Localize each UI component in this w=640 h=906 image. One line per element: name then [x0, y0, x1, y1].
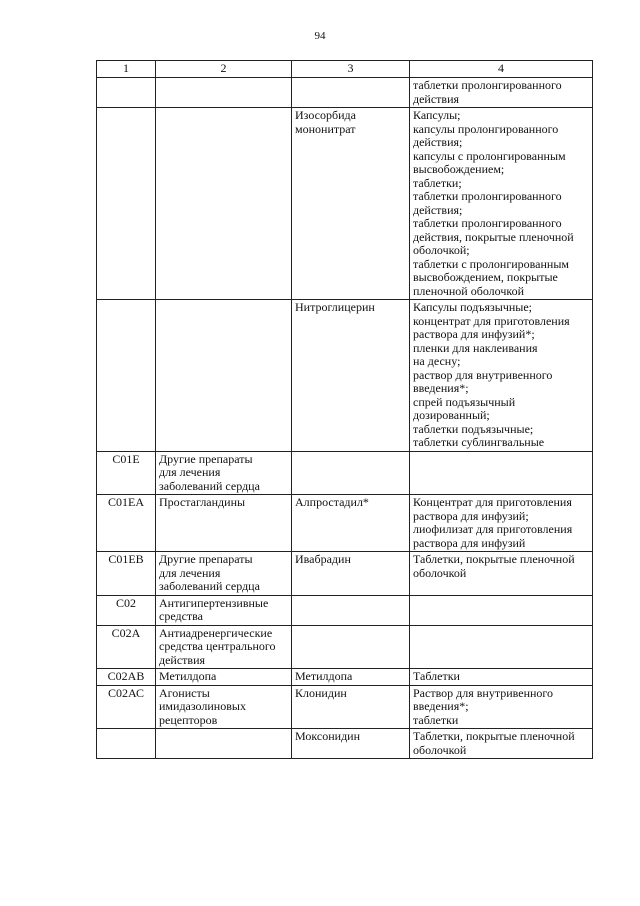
dosage-forms-cell: [410, 451, 593, 495]
table-row: [97, 552, 593, 596]
group-cell: Другие препараты для лечения заболеваний сердца: [156, 451, 292, 495]
column-header: 1: [97, 61, 156, 78]
atc-code-cell: [97, 108, 156, 300]
column-header: 3: [292, 61, 410, 78]
column-header: 4: [410, 61, 593, 78]
table-row: [97, 451, 593, 495]
atc-code-cell: [97, 300, 156, 452]
table-row: [97, 495, 593, 552]
table-row: [97, 108, 593, 300]
table-row: [97, 300, 593, 452]
table-row: [97, 669, 593, 686]
dosage-forms-cell: Таблетки, покрытые пленочной оболочкой: [410, 552, 593, 596]
table-row: [97, 595, 593, 625]
atc-code-cell: С02: [97, 595, 156, 625]
atc-code-cell: [97, 729, 156, 759]
drug-name-cell: [292, 78, 410, 108]
drug-name-cell: [292, 625, 410, 669]
atc-code-cell: С01ЕВ: [97, 552, 156, 596]
dosage-forms-cell: Таблетки: [410, 669, 593, 686]
atc-code-cell: [97, 78, 156, 108]
group-cell: Другие препараты для лечения заболеваний сердца: [156, 552, 292, 596]
dosage-forms-cell: [410, 625, 593, 669]
dosage-forms-cell: таблетки пролонгированного действия: [410, 78, 593, 108]
group-cell: [156, 300, 292, 452]
table-row: [97, 625, 593, 669]
group-cell: Антиадренергические средства центрального действия: [156, 625, 292, 669]
dosage-forms-cell: Концентрат для приготовления раствора для инфузий; лиофилизат для приготовления раствора для инфузий: [410, 495, 593, 552]
drug-name-cell: Алпростадил*: [292, 495, 410, 552]
drug-name-cell: Нитроглицерин: [292, 300, 410, 452]
group-cell: Агонисты имидазолиновых рецепторов: [156, 685, 292, 729]
atc-code-cell: С02АС: [97, 685, 156, 729]
group-cell: Антигипертензивные средства: [156, 595, 292, 625]
table-row: [97, 78, 593, 108]
column-header: 2: [156, 61, 292, 78]
group-cell: [156, 108, 292, 300]
dosage-forms-cell: Капсулы; капсулы пролонгированного действия; капсулы с пролонгированным высвобождением; таблетки; таблетки пролонгированного действия; таблетки пролонгированного действия, покрытые пленочной оболочкой; таблетки с пролонгированным высвобождением, покрытые пленочной оболочкой: [410, 108, 593, 300]
group-cell: Простагландины: [156, 495, 292, 552]
dosage-forms-cell: Капсулы подъязычные; концентрат для приготовления раствора для инфузий*; пленки для наклеивания на десну; раствор для внутривенного введения*; спрей подъязычный дозированный; таблетки подъязычные; таблетки сублингвальные: [410, 300, 593, 452]
page-number: 94: [314, 30, 326, 42]
drug-name-cell: Ивабрадин: [292, 552, 410, 596]
dosage-forms-cell: Таблетки, покрытые пленочной оболочкой: [410, 729, 593, 759]
atc-code-cell: С01ЕА: [97, 495, 156, 552]
drug-name-cell: Моксонидин: [292, 729, 410, 759]
atc-code-cell: С02АВ: [97, 669, 156, 686]
dosage-forms-cell: [410, 595, 593, 625]
atc-code-cell: С01Е: [97, 451, 156, 495]
dosage-forms-cell: Раствор для внутривенного введения*; таблетки: [410, 685, 593, 729]
drug-name-cell: [292, 595, 410, 625]
drug-name-cell: Изосорбида мононитрат: [292, 108, 410, 300]
drug-table: [96, 60, 593, 759]
group-cell: [156, 78, 292, 108]
atc-code-cell: С02А: [97, 625, 156, 669]
drug-name-cell: Клонидин: [292, 685, 410, 729]
table-row: [97, 685, 593, 729]
drug-name-cell: [292, 451, 410, 495]
table-row: [97, 729, 593, 759]
drug-name-cell: Метилдопа: [292, 669, 410, 686]
group-cell: [156, 729, 292, 759]
header-row: [97, 61, 593, 78]
group-cell: Метилдопа: [156, 669, 292, 686]
